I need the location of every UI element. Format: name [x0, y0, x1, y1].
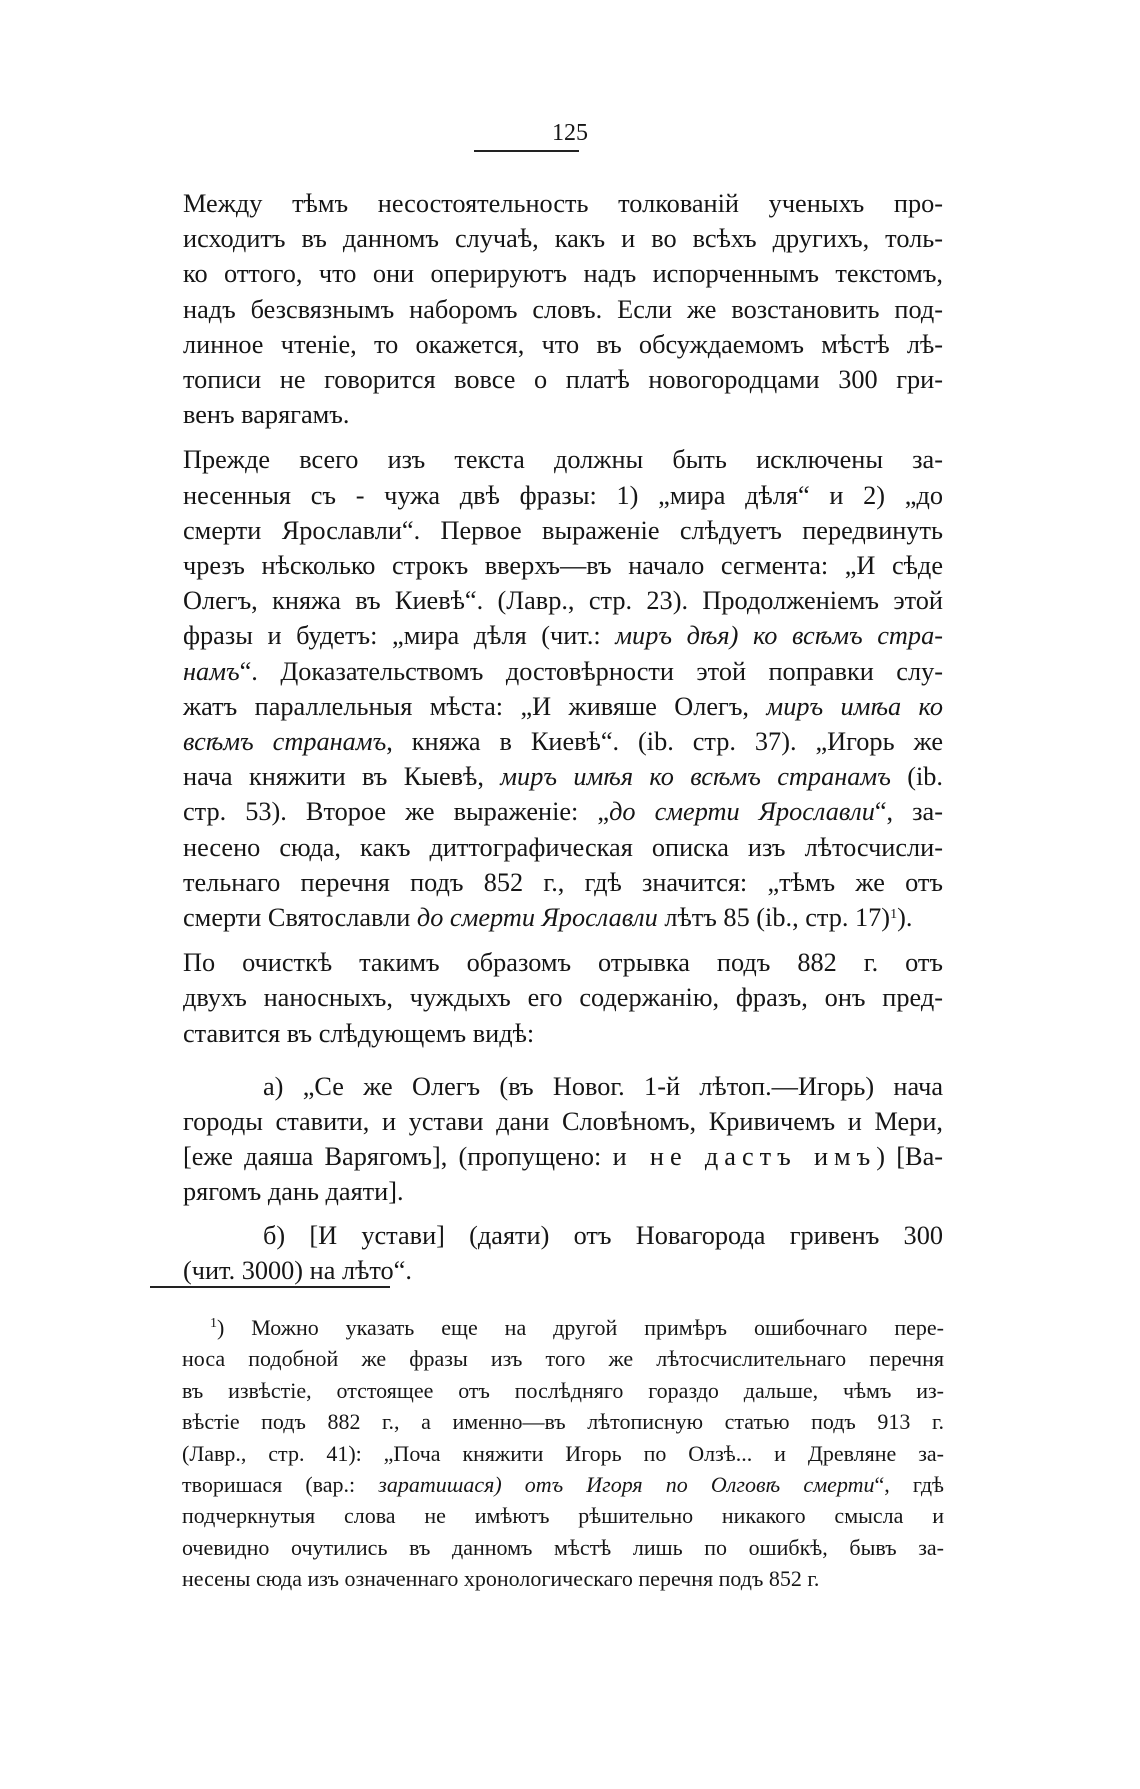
text-run: , княжа в Киевѣ“. (іb. стр. 37). „Игорь же [386, 727, 944, 757]
italic-run: всѣмъ странамъ [183, 727, 387, 757]
text-run: ) Можно указать еще на другой примѣръ ошибочнаго пере- [217, 1315, 944, 1340]
footnote-line: въ извѣстіе, отстоящее отъ послѣдняго гораздо дальше, чѣмъ из- [182, 1377, 944, 1403]
footnote-separator [150, 1286, 390, 1288]
text-line: ставится въ слѣдующемъ видѣ: [183, 1018, 535, 1048]
paragraph-2 [183, 442, 943, 935]
text-line [183, 654, 943, 689]
page-number: 125 [552, 120, 588, 146]
footnote [182, 1312, 944, 1595]
footnote-line: (Лавр., стр. 41): „Поча княжити Игорь по Олзѣ... и Древляне за- [182, 1440, 944, 1466]
text-line: несенныя съ - чужа двѣ фразы: 1) „мира дѣля“ и 2) „до [183, 480, 943, 510]
italic-run: миръ имѣя ко всѣмъ странамъ [500, 762, 891, 792]
text-line: Между тѣмъ несостоятельность толкованій ученыхъ про- [183, 189, 943, 218]
text-run: нача княжити въ Кыевѣ, [183, 762, 501, 792]
footnote-line: носа подобной же фразы изъ того же лѣтосчислительнаго перечня [182, 1346, 944, 1372]
quote-a [183, 1069, 943, 1210]
text-line: несено сюда, какъ диттографическая описка изъ лѣтосчисли- [183, 832, 943, 862]
text-line: надъ безсвязнымъ наборомъ словъ. Если же возстановить под- [183, 294, 943, 324]
text-run: лѣтъ 85 (іb., стр. 17) [657, 903, 891, 933]
spaced-run: и не дастъ имъ [612, 1142, 877, 1172]
text-line: исходитъ въ данномъ случаѣ, какъ и во всѣхъ другихъ, толь- [183, 224, 943, 254]
text-line: Олегъ, княжа въ Киевѣ“. (Лавр., стр. 23). Продолженіемъ этой [183, 586, 943, 616]
italic-run: намъ [183, 656, 240, 686]
text-run: “, гдѣ [874, 1472, 944, 1498]
footnote-line: очевидно очутились въ данномъ мѣстѣ лишь по ошибкѣ, бывъ за- [182, 1534, 944, 1560]
text-line [183, 618, 943, 653]
footnote-line: вѣстіе подъ 882 г., а именно—въ лѣтописную статью подъ 913 г. [182, 1409, 944, 1435]
text-run: стр. 53). Второе же выраженіе: „ [183, 797, 610, 827]
text-line: рягомъ дань даяти]. [183, 1177, 404, 1207]
text-line [183, 900, 943, 935]
text-line [183, 724, 943, 759]
italic-run: заратишася) отъ Игоря по Олговѣ смерти [378, 1472, 875, 1498]
text-line: венъ варягамъ. [183, 400, 350, 430]
text-line: городы ставити, и устави дани Словѣномъ, Кривичемъ и Мери, [183, 1107, 943, 1137]
text-line: тельнаго перечня подъ 852 г., гдѣ значится: „тѣмъ же отъ [183, 867, 943, 897]
text-line: (чит. 3000) на лѣто“. [183, 1255, 412, 1285]
text-line: линное чтеніе, то окажется, что въ обсуждаемомъ мѣстѣ лѣ- [183, 329, 943, 359]
text-line [183, 689, 943, 724]
footnote-line: несены сюда изъ означеннаго хронологическаго перечня подъ 852 г. [182, 1566, 820, 1592]
text-run: ). [897, 903, 913, 933]
italic-run: миръ имѣа ко [766, 691, 943, 721]
main-text [183, 186, 943, 1288]
text-line [183, 759, 943, 794]
text-line [183, 1139, 943, 1174]
quote-b [183, 1218, 943, 1288]
text-run: смерти Святославли [183, 903, 417, 933]
footnote-line: подчеркнутыя слова не имѣютъ рѣшительно никакого смысла и [182, 1503, 944, 1529]
italic-run: миръ дѣя) ко всѣмъ стра- [615, 621, 943, 651]
text-run: жатъ параллельныя мѣста: „И живяше Олегъ, [183, 691, 767, 721]
footnote-number: 1 [210, 1316, 217, 1331]
paragraph-1 [183, 186, 943, 432]
italic-run: до смерти Ярославли [609, 797, 875, 827]
footnote-marker: 1 [890, 907, 898, 923]
text-line: По очисткѣ такимъ образомъ отрывка подъ 882 г. отъ [183, 948, 943, 978]
text-run: ) [Ва- [876, 1142, 943, 1172]
text-line: б) [И устави] (даяти) отъ Новагорода гривенъ 300 [263, 1220, 943, 1250]
text-line: Прежде всего изъ текста должны быть исключены за- [183, 445, 943, 475]
text-run: [еже даяша Варягомъ], (пропущено: [183, 1142, 613, 1172]
text-line: а) „Се же Олегъ (въ Новог. 1-й лѣтоп.—Игорь) нача [263, 1071, 943, 1101]
text-line: ко оттого, что они оперируютъ надъ испорченнымъ текстомъ, [183, 259, 943, 289]
text-line: тописи не говорится вовсе о платѣ новогородцами 300 гри- [183, 365, 943, 395]
text-run: (іb. [890, 762, 943, 792]
text-line: двухъ наносныхъ, чуждыхъ его содержанію, фразъ, онъ пред- [183, 983, 943, 1013]
footnote-line [182, 1312, 944, 1343]
text-run: творишася (вар.: [182, 1472, 379, 1498]
text-line [183, 794, 943, 829]
text-run: фразы и будетъ: „мира дѣля (чит.: [183, 621, 616, 651]
italic-run: до смерти Ярославли [416, 903, 658, 933]
page-number-underline [474, 150, 579, 152]
text-line: смерти Ярославли“. Первое выраженіе слѣдуетъ передвинуть [183, 515, 943, 545]
text-run: “. Доказательствомъ достовѣрности этой поправки слу- [239, 656, 943, 686]
paragraph-3 [183, 945, 943, 1051]
text-line: чрезъ нѣсколько строкъ вверхъ—въ начало сегмента: „И сѣде [183, 551, 943, 581]
footnote-line [182, 1469, 944, 1500]
text-run: “, за- [874, 797, 943, 827]
